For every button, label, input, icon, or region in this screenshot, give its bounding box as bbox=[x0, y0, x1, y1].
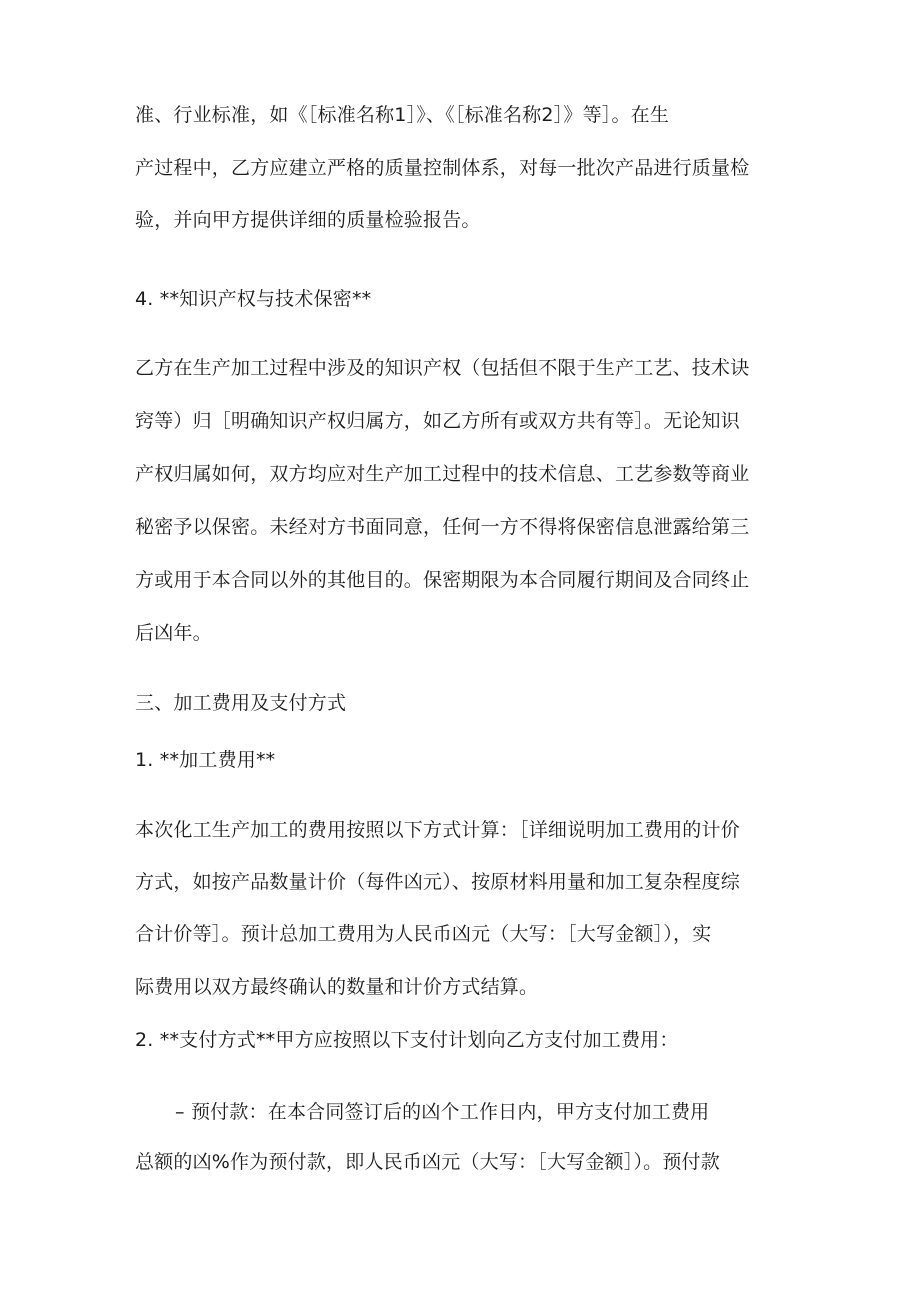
paragraph-line: 秘密予以保密。未经对方书面同意，任何一方不得将保密信息泄露给第三 bbox=[135, 516, 750, 538]
paragraph-line: 准、行业标准，如《［标准名称1］》、《［标准名称2］》等］。在生 bbox=[135, 104, 670, 126]
paragraph-line: 方式，如按产品数量计价（每件凶元）、按原材料用量和加工复杂程度综 bbox=[135, 871, 740, 893]
section-heading-2: 2. **支付方式**甲方应按照以下支付计划向乙方支付加工费用： bbox=[135, 1029, 679, 1051]
paragraph-line: 本次化工生产加工的费用按照以下方式计算：［详细说明加工费用的计价 bbox=[135, 819, 740, 841]
paragraph-line: 验，并向甲方提供详细的质量检验报告。 bbox=[135, 209, 481, 231]
paragraph-line: 际费用以双方最终确认的数量和计价方式结算。 bbox=[135, 976, 539, 998]
paragraph-line: 方或用于本合同以外的其他目的。保密期限为本合同履行期间及合同终止 bbox=[135, 569, 750, 591]
paragraph-line: 窍等）归［明确知识产权归属方，如乙方所有或双方共有等］。无论知识 bbox=[135, 410, 740, 432]
paragraph-line: 产过程中，乙方应建立严格的质量控制体系，对每一批次产品进行质量检 bbox=[135, 157, 750, 179]
list-item-prepayment: – 预付款：在本合同签订后的凶个工作日内，甲方支付加工费用 bbox=[175, 1101, 710, 1123]
section-heading-4: 4. **知识产权与技术保密** bbox=[135, 288, 372, 310]
paragraph-line: 后凶年。 bbox=[135, 622, 212, 644]
chapter-heading: 三、加工费用及支付方式 bbox=[135, 692, 347, 714]
section-heading-1: 1. **加工费用** bbox=[135, 749, 276, 771]
paragraph-line: 合计价等］。预计总加工费用为人民币凶元（大写：［大写金额］），实 bbox=[135, 923, 712, 945]
paragraph-line: 总额的凶%作为预付款，即人民币凶元（大写：［大写金额］）。预付款 bbox=[135, 1151, 720, 1173]
paragraph-line: 乙方在生产加工过程中涉及的知识产权（包括但不限于生产工艺、技术诀 bbox=[135, 357, 750, 379]
paragraph-line: 产权归属如何，双方均应对生产加工过程中的技术信息、工艺参数等商业 bbox=[135, 463, 750, 485]
